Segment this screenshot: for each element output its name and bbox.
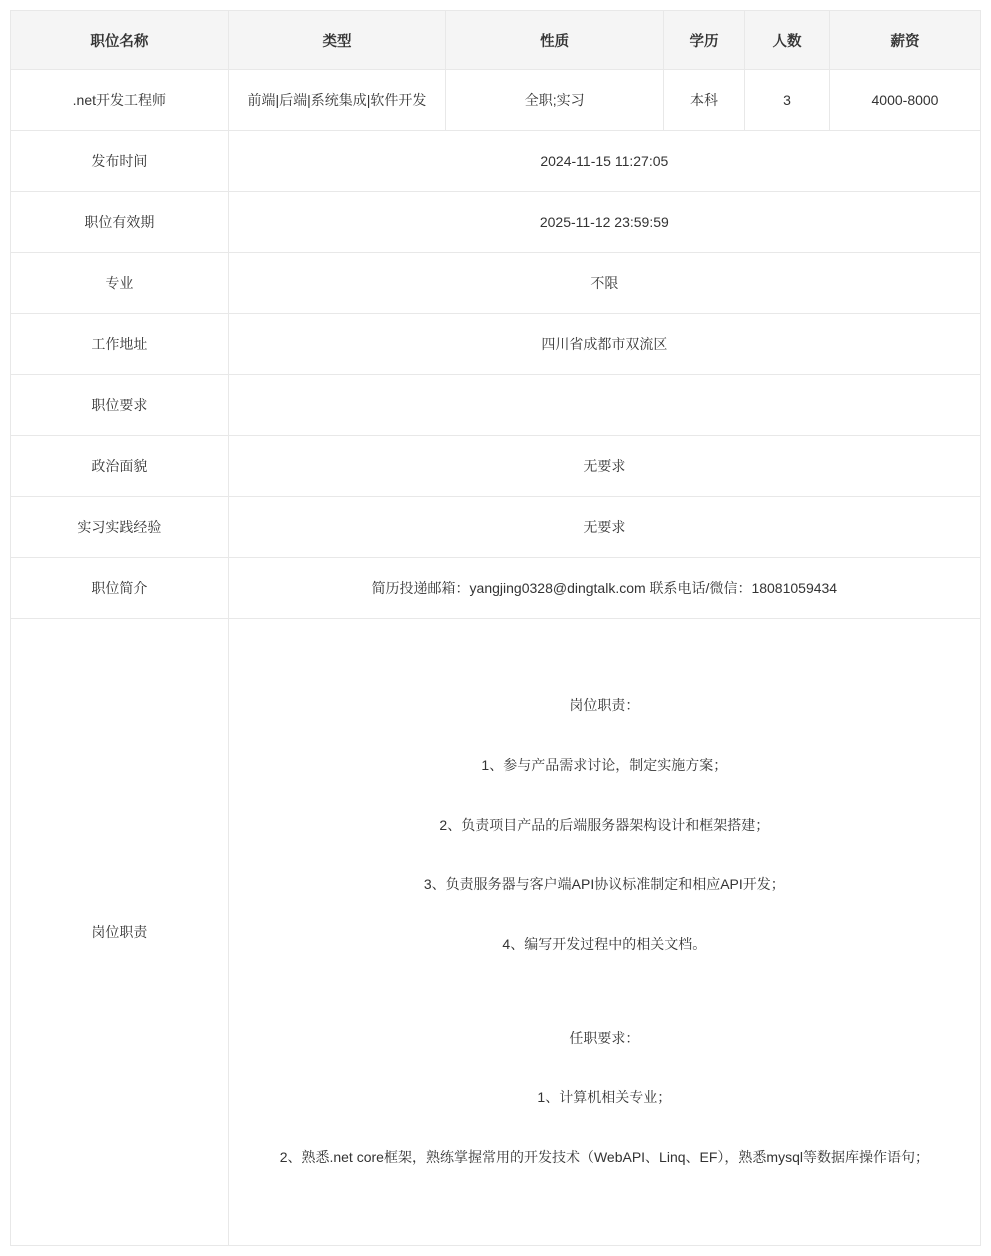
duty-spacer: [243, 994, 966, 1028]
cell-job-nature: 全职;实习: [446, 70, 664, 131]
duty-paragraph: 岗位职责：: [569, 697, 640, 714]
header-salary: 薪资: [830, 11, 981, 70]
value-political-status: 无要求: [228, 436, 980, 497]
value-work-address: 四川省成都市双流区: [228, 314, 980, 375]
table-row: [11, 436, 981, 497]
value-job-intro: 简历投递邮箱：yangjing0328@dingtalk.com 联系电话/微信：18081059434: [228, 558, 980, 619]
table-row: [11, 558, 981, 619]
duty-paragraph: 任职要求：: [569, 1029, 640, 1046]
table-row: [11, 192, 981, 253]
cell-job-type: 前端|后端|系统集成|软件开发: [228, 70, 446, 131]
label-work-address: 工作地址: [11, 314, 229, 375]
label-publish-time: 发布时间: [11, 131, 229, 192]
table-row-duty: [11, 619, 981, 1246]
value-major: 不限: [228, 253, 980, 314]
duty-paragraph: 1、参与产品需求讨论，制定实施方案；: [481, 756, 728, 773]
job-detail-table: [10, 10, 981, 1246]
value-duty: [228, 619, 980, 1246]
label-job-requirement: 职位要求: [11, 375, 229, 436]
cell-job-salary: 4000-8000: [830, 70, 981, 131]
table-row: [11, 70, 981, 131]
table-row: [11, 314, 981, 375]
label-job-intro: 职位简介: [11, 558, 229, 619]
duty-paragraph: 2、熟悉.net core框架，熟练掌握常用的开发技术（WebAPI、Linq、EF），熟悉mysql等数据库操作语句；: [279, 1149, 929, 1166]
value-publish-time: 2024-11-15 11:27:05: [228, 131, 980, 192]
table-row: [11, 131, 981, 192]
header-nature: 性质: [446, 11, 664, 70]
duty-paragraph: 2、负责项目产品的后端服务器架构设计和框架搭建；: [439, 816, 770, 833]
duty-paragraph: 1、计算机相关专业；: [537, 1089, 672, 1106]
duty-paragraph: 3、负责服务器与客户端API协议标准制定和相应API开发；: [423, 876, 785, 893]
table-row: [11, 253, 981, 314]
table-row: [11, 497, 981, 558]
value-job-requirement: [228, 375, 980, 436]
header-count: 人数: [745, 11, 830, 70]
duty-content: [229, 695, 980, 1169]
header-education: 学历: [664, 11, 745, 70]
cell-job-name: .net开发工程师: [11, 70, 229, 131]
header-type: 类型: [228, 11, 446, 70]
label-valid-period: 职位有效期: [11, 192, 229, 253]
cell-job-count: 3: [745, 70, 830, 131]
value-valid-period: 2025-11-12 23:59:59: [228, 192, 980, 253]
table-header-row: [11, 11, 981, 70]
duty-paragraph: 4、编写开发过程中的相关文档。: [502, 936, 707, 952]
header-job-name: 职位名称: [11, 11, 229, 70]
label-duty: 岗位职责: [11, 619, 229, 1246]
value-internship-experience: 无要求: [228, 497, 980, 558]
label-internship-experience: 实习实践经验: [11, 497, 229, 558]
label-major: 专业: [11, 253, 229, 314]
table-row: [11, 375, 981, 436]
label-political-status: 政治面貌: [11, 436, 229, 497]
cell-job-education: 本科: [664, 70, 745, 131]
